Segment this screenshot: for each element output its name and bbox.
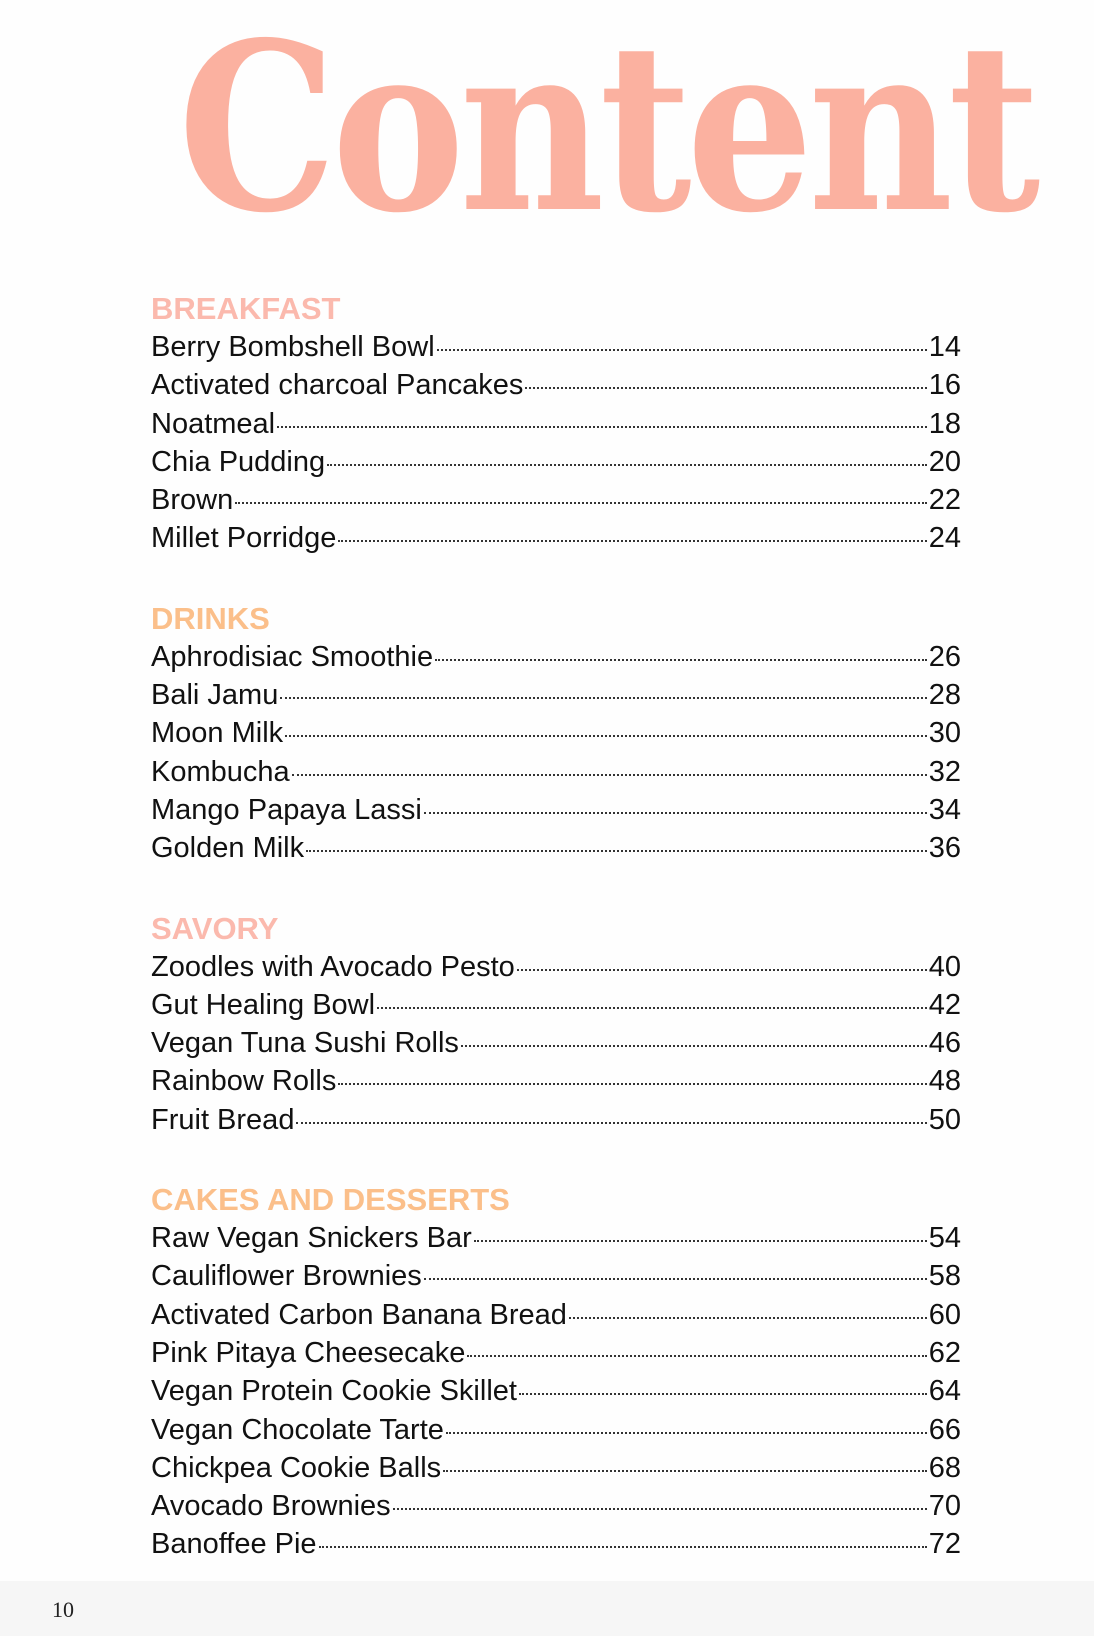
dot-leader <box>327 462 927 466</box>
entry-title: Noatmeal <box>151 407 276 440</box>
entry-page-number: 72 <box>928 1528 961 1561</box>
dot-leader <box>519 1391 927 1395</box>
dot-leader <box>517 967 927 971</box>
entry-title: Gut Healing Bowl <box>151 988 376 1021</box>
entry-page-number: 22 <box>928 484 961 517</box>
toc-section <box>151 1181 961 1564</box>
entry-page-number: 40 <box>928 950 961 983</box>
entry-page-number: 14 <box>928 331 961 363</box>
entry-title: Vegan Tuna Sushi Rolls <box>151 1027 459 1060</box>
entry-title: Millet Porridge <box>151 522 337 555</box>
toc-entry[interactable] <box>151 676 961 714</box>
entry-title: Berry Bombshell Bowl <box>151 331 435 363</box>
entry-page-number: 68 <box>928 1451 961 1484</box>
dot-leader <box>285 733 927 737</box>
dot-leader <box>437 347 927 351</box>
section-heading: DRINKS <box>151 600 270 636</box>
entry-page-number: 30 <box>928 717 961 750</box>
entry-page-number: 54 <box>928 1222 961 1255</box>
toc-entry[interactable] <box>151 829 961 867</box>
page-number: 10 <box>52 1597 74 1622</box>
entry-page-number: 24 <box>928 522 961 555</box>
toc-entry[interactable] <box>151 638 961 676</box>
entry-title: Banoffee Pie <box>151 1528 317 1561</box>
entry-title: Chia Pudding <box>151 445 326 478</box>
entry-title: Bali Jamu <box>151 679 279 712</box>
dot-leader <box>319 1544 927 1548</box>
entry-page-number: 66 <box>928 1413 961 1446</box>
toc-entry[interactable] <box>151 1372 961 1410</box>
entry-page-number: 46 <box>928 1027 961 1060</box>
dot-leader <box>338 538 926 542</box>
entry-page-number: 32 <box>928 755 961 788</box>
dot-leader <box>338 1081 926 1085</box>
entry-title: Fruit Bread <box>151 1103 295 1136</box>
entry-title: Zoodles with Avocado Pesto <box>151 950 515 983</box>
entry-title: Activated Carbon Banana Bread <box>151 1298 567 1331</box>
entry-page-number: 20 <box>928 445 961 478</box>
toc-entry[interactable] <box>151 519 961 557</box>
toc-entry[interactable] <box>151 1101 961 1139</box>
toc-entry[interactable] <box>151 1296 961 1334</box>
dot-leader <box>393 1506 927 1510</box>
page-title: Content <box>178 0 1036 264</box>
entry-page-number: 62 <box>928 1336 961 1369</box>
dot-leader <box>569 1315 927 1319</box>
toc-entry[interactable] <box>151 443 961 481</box>
toc-entry[interactable] <box>151 714 961 752</box>
toc-entry[interactable] <box>151 1257 961 1295</box>
section-heading: SAVORY <box>151 910 279 946</box>
entry-title: Golden Milk <box>151 832 305 865</box>
entry-page-number: 60 <box>928 1298 961 1331</box>
entry-title: Avocado Brownies <box>151 1490 391 1523</box>
entry-page-number: 48 <box>928 1065 961 1098</box>
entry-title: Kombucha <box>151 755 290 788</box>
dot-leader <box>235 500 927 504</box>
dot-leader <box>424 810 927 814</box>
dot-leader <box>292 772 927 776</box>
dot-leader <box>280 695 926 699</box>
toc-entry[interactable] <box>151 948 961 986</box>
toc-entry[interactable] <box>151 1449 961 1487</box>
entry-title: Activated charcoal Pancakes <box>151 369 524 402</box>
entry-title: Rainbow Rolls <box>151 1065 337 1098</box>
entry-page-number: 16 <box>928 369 961 402</box>
dot-leader <box>277 424 927 428</box>
entry-page-number: 18 <box>928 407 961 440</box>
entry-page-number: 34 <box>928 793 961 826</box>
dot-leader <box>443 1468 927 1472</box>
toc-entry[interactable] <box>151 791 961 829</box>
entry-page-number: 28 <box>928 679 961 712</box>
section-heading: CAKES AND DESSERTS <box>151 1182 510 1218</box>
entry-title: Cauliflower Brownies <box>151 1260 422 1293</box>
dot-leader <box>377 1005 927 1009</box>
toc-section <box>151 600 961 868</box>
entry-title: Moon Milk <box>151 717 284 750</box>
dot-leader <box>424 1276 927 1280</box>
toc-entry[interactable] <box>151 1219 961 1257</box>
toc-entry[interactable] <box>151 1487 961 1525</box>
toc-entry[interactable] <box>151 1411 961 1449</box>
entry-page-number: 50 <box>928 1103 961 1136</box>
toc-entry[interactable] <box>151 1024 961 1062</box>
entry-page-number: 64 <box>928 1375 961 1408</box>
entry-page-number: 26 <box>928 640 961 673</box>
entry-title: Vegan Protein Cookie Skillet <box>151 1375 517 1408</box>
entry-page-number: 70 <box>928 1490 961 1523</box>
dot-leader <box>474 1238 927 1242</box>
table-of-contents <box>151 290 961 1606</box>
toc-entry[interactable] <box>151 481 961 519</box>
toc-entry[interactable] <box>151 366 961 404</box>
entry-page-number: 58 <box>928 1260 961 1293</box>
dot-leader <box>296 1120 926 1124</box>
toc-section <box>151 290 961 558</box>
dot-leader <box>525 385 926 389</box>
section-heading: BREAKFAST <box>151 291 341 326</box>
dot-leader <box>306 848 927 852</box>
entry-page-number: 42 <box>928 988 961 1021</box>
dot-leader <box>446 1430 927 1434</box>
toc-entry[interactable] <box>151 328 961 366</box>
toc-entry[interactable] <box>151 1334 961 1372</box>
entry-title: Aphrodisiac Smoothie <box>151 640 434 673</box>
entry-title: Raw Vegan Snickers Bar <box>151 1222 472 1255</box>
entry-title: Vegan Chocolate Tarte <box>151 1413 444 1446</box>
entry-page-number: 36 <box>928 832 961 865</box>
toc-section <box>151 910 961 1139</box>
toc-entry[interactable] <box>151 1525 961 1563</box>
toc-entry[interactable] <box>151 986 961 1024</box>
entry-title: Pink Pitaya Cheesecake <box>151 1336 466 1369</box>
entry-title: Brown <box>151 484 234 517</box>
entry-title: Mango Papaya Lassi <box>151 793 422 826</box>
dot-leader <box>461 1043 927 1047</box>
toc-entry[interactable] <box>151 753 961 791</box>
dot-leader <box>435 657 927 661</box>
toc-entry[interactable] <box>151 1062 961 1100</box>
entry-title: Chickpea Cookie Balls <box>151 1451 442 1484</box>
toc-entry[interactable] <box>151 405 961 443</box>
dot-leader <box>467 1353 926 1357</box>
